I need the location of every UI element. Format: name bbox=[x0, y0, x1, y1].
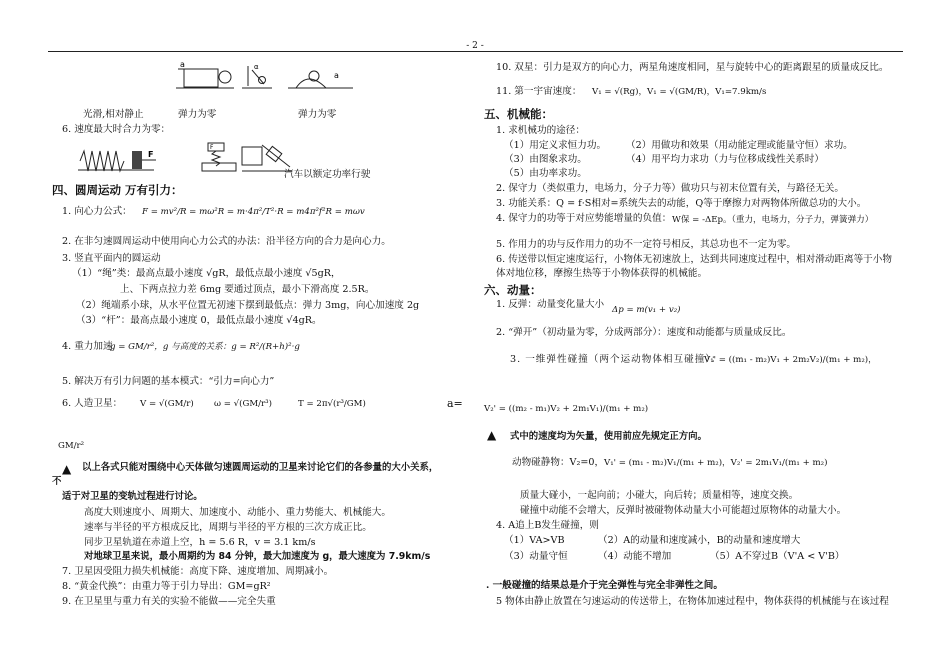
item-6-4: 4. A追上B发生碰撞，则 bbox=[496, 520, 599, 531]
item-4-3-1b: 上、下两点拉力差 6mg 要通过顶点，最小下滑高度 2.5R。 bbox=[120, 284, 375, 295]
note-satellite-1: 以上各式只能对围绕中心天体做匀速圆周运动的卫星来讨论它们的各参量的大小关系， bbox=[82, 462, 439, 473]
item-6-4-2: （2）A的动量和速度减小，B的动量和速度增大 bbox=[598, 535, 801, 546]
formula-centripetal: F = mv²/R = mω²R = m·4π²/T²·R = m4π²f²R = mωv bbox=[142, 207, 365, 217]
svg-text:α: α bbox=[254, 63, 259, 71]
collision-point-1: 质量大碰小，一起向前；小碰大，向后转；质量相等，速度交换。 bbox=[520, 490, 799, 501]
item-6-4-5: （5）A不穿过B（V'A < V'B） bbox=[710, 551, 845, 562]
fig1-label-1: 光滑,相对静止 bbox=[83, 109, 144, 120]
item-4-6: 6. 人造卫星： bbox=[62, 398, 123, 409]
item-5-1-5: （5）由功率求功。 bbox=[504, 168, 587, 179]
fig1-label-2: 弹力为零 bbox=[178, 109, 217, 120]
general-collision-note: . 一般碰撞的结果总是介于完全弹性与完全非弹性之间。 bbox=[486, 580, 723, 591]
formula-first-cosmic: V₁ = √(Rg)，V₁ = √(GM/R)，V₁=7.9km/s bbox=[592, 87, 767, 97]
moving-hits-static: 动物碰静物：V₂=0， bbox=[512, 457, 605, 468]
section-6-heading: 六、动量： bbox=[484, 283, 542, 297]
item-5-6: 6. 传送带以恒定速度运行，小物体无初速放上，达到共同速度过程中，相对滑动距离等于小物 bbox=[496, 254, 892, 265]
item-4-11: 11. 第一宇宙速度： bbox=[496, 86, 582, 97]
triangle-icon: ▲ bbox=[62, 462, 72, 476]
item-4-10: 10. 双星：引力是双方的向心力，两星角速度相同，星与旋转中心的距离跟星的质量成反比。 bbox=[496, 62, 889, 73]
note-satellite-1b: 不 bbox=[52, 476, 62, 487]
item-5-3: 3. 功能关系：Q = f·S相对=系统失去的动能，Q等于摩擦力对两物体所做总功的大小。 bbox=[496, 198, 867, 209]
satellite-point-4: 对地球卫星来说，最小周期约为 84 分钟，最大加速度为 g，最大速度为 7.9km/s bbox=[84, 551, 431, 562]
formula-elastic-v2: V₂' = ((m₂ - m₁)V₂ + 2m₁V₁)/(m₁ + m₂) bbox=[484, 404, 649, 414]
formula-satellite-a: a= bbox=[447, 397, 463, 410]
note-satellite-2: 适于对卫星的变轨过程进行讨论。 bbox=[62, 491, 203, 502]
item-4-3-3: （3）“杆”：最高点最小速度 0，最低点最小速度 √4gR。 bbox=[76, 315, 322, 326]
formula-moving-static: V₁' = (m₁ - m₂)V₁/(m₁ + m₂)，V₂' = 2m₁V₁/(m₁ + m₂) bbox=[604, 458, 828, 468]
item-4-3-1: （1）“绳”类：最高点最小速度 √gR，最低点最小速度 √5gR， bbox=[72, 268, 341, 279]
formula-satellite-T: T = 2π√(r³/GM) bbox=[298, 399, 366, 409]
item-4-4: 4. 重力加速 bbox=[62, 341, 113, 352]
svg-text:a: a bbox=[180, 62, 185, 69]
item-5-6b: 体对地位移，摩擦生热等于小物体获得的机械能。 bbox=[496, 268, 708, 279]
collision-point-2: 碰撞中动能不会增大，反弹时被碰物体动量大小可能超过原物体的动量大小。 bbox=[520, 505, 847, 516]
item-4-7: 7. 卫星因受阻力损失机械能：高度下降、速度增加、周期减小。 bbox=[62, 566, 334, 577]
formula-elastic-v1: V₁' = ((m₁ - m₂)V₁ + 2m₂V₂)/(m₁ + m₂)， bbox=[704, 355, 877, 365]
item-4-3: 3. 竖直平面内的圆运动 bbox=[62, 253, 161, 264]
item-5-1-2: （2）用做功和效果（用动能定理或能量守恒）求功。 bbox=[626, 140, 853, 151]
item-6-4-4: （4）动能不增加 bbox=[598, 551, 672, 562]
formula-satellite-v: V = √(GM/r) bbox=[140, 399, 194, 409]
figure-top-diagrams bbox=[168, 62, 358, 100]
formula-satellite-w: ω = √(GM/r³) bbox=[214, 399, 272, 409]
item-4-1: 1. 向心力公式： bbox=[62, 206, 132, 217]
page-number: - 2 - bbox=[466, 41, 484, 51]
item-6-4-1: （1）VA>VB bbox=[504, 535, 565, 546]
formula-conservative-work: W保 = -ΔEp。（重力，电场力，分子力，弹簧弹力） bbox=[672, 215, 874, 225]
item-5-2: 2. 保守力（类似重力，电场力，分子力等）做功只与初末位置有关，与路径无关。 bbox=[496, 183, 844, 194]
svg-text:F: F bbox=[148, 150, 154, 159]
item-6-2: 2. “弹开”（初动量为零，分成两部分）：速度和动能都与质量成反比。 bbox=[496, 327, 792, 338]
item-4-8: 8. “黄金代换”：由重力等于引力导出：GM=gR² bbox=[62, 581, 271, 592]
formula-gravity: g = GM/r²，g 与高度的关系：g = R²/(R+h)²·g bbox=[110, 342, 300, 352]
header-rule bbox=[48, 51, 903, 52]
item-6-4-3: （3）动量守恒 bbox=[504, 551, 568, 562]
figure-spring-diagrams bbox=[76, 139, 296, 175]
satellite-point-3: 同步卫星轨道在赤道上空，h = 5.6 R，v = 3.1 km/s bbox=[84, 537, 316, 548]
item-6-1: 1. 反弹：动量变化量大小 bbox=[496, 299, 605, 310]
item-5-1: 1. 求机械功的途径： bbox=[496, 125, 585, 136]
item-4-9: 9. 在卫星里与重力有关的实验不能做——完全失重 bbox=[62, 596, 276, 607]
item-6: 6. 速度最大时合力为零： bbox=[62, 124, 171, 135]
item-6-5: 5 物体由静止放置在匀速运动的传送带上，在物体加速过程中，物体获得的机械能与在该过程 bbox=[496, 596, 889, 607]
triangle-icon-2: ▲ bbox=[487, 428, 497, 442]
item-4-2: 2. 在非匀速圆周运动中使用向心力公式的办法：沿半径方向的合力是向心力。 bbox=[62, 236, 391, 247]
section-4-heading: 四、圆周运动 万有引力： bbox=[52, 183, 183, 197]
item-4-3-2: （2）绳端系小球，从水平位置无初速下摆到最低点：弹力 3mg，向心加速度 2g bbox=[76, 300, 420, 311]
svg-text:a: a bbox=[334, 71, 339, 80]
item-5-1-3: （3）由图象求功。 bbox=[504, 154, 587, 165]
fig2-caption: 汽车以额定功率行驶 bbox=[284, 169, 371, 180]
section-5-heading: 五、机械能： bbox=[484, 107, 553, 121]
satellite-point-1: 高度大则速度小、周期大、加速度小、动能小、重力势能大、机械能大。 bbox=[84, 507, 391, 518]
satellite-point-2: 速率与半径的平方根成反比，周期与半径的平方根的三次方成正比。 bbox=[84, 522, 372, 533]
fig1-label-3: 弹力为零 bbox=[298, 109, 337, 120]
item-4-5: 5. 解决万有引力问题的基本模式：“引力=向心力” bbox=[62, 376, 275, 387]
item-5-1-1: （1）用定义求恒力功。 bbox=[504, 140, 607, 151]
formula-satellite-a2: GM/r² bbox=[58, 441, 85, 451]
item-5-1-4: （4）用平均力求功（力与位移成线性关系时） bbox=[626, 154, 824, 165]
svg-text:F: F bbox=[210, 144, 214, 151]
item-5-5: 5. 作用力的功与反作用力的功不一定符号相反，其总功也不一定为零。 bbox=[496, 239, 797, 250]
note-vector-direction: 式中的速度均为矢量，使用前应先规定正方向。 bbox=[510, 431, 707, 442]
item-5-4: 4. 保守力的功等于对应势能增量的负值： bbox=[496, 213, 672, 224]
formula-rebound: Δp = m(v₁ + v₂) bbox=[612, 305, 681, 315]
item-6-3: 3. 一维弹性碰撞（两个运动物体相互碰撞）： bbox=[510, 354, 722, 365]
